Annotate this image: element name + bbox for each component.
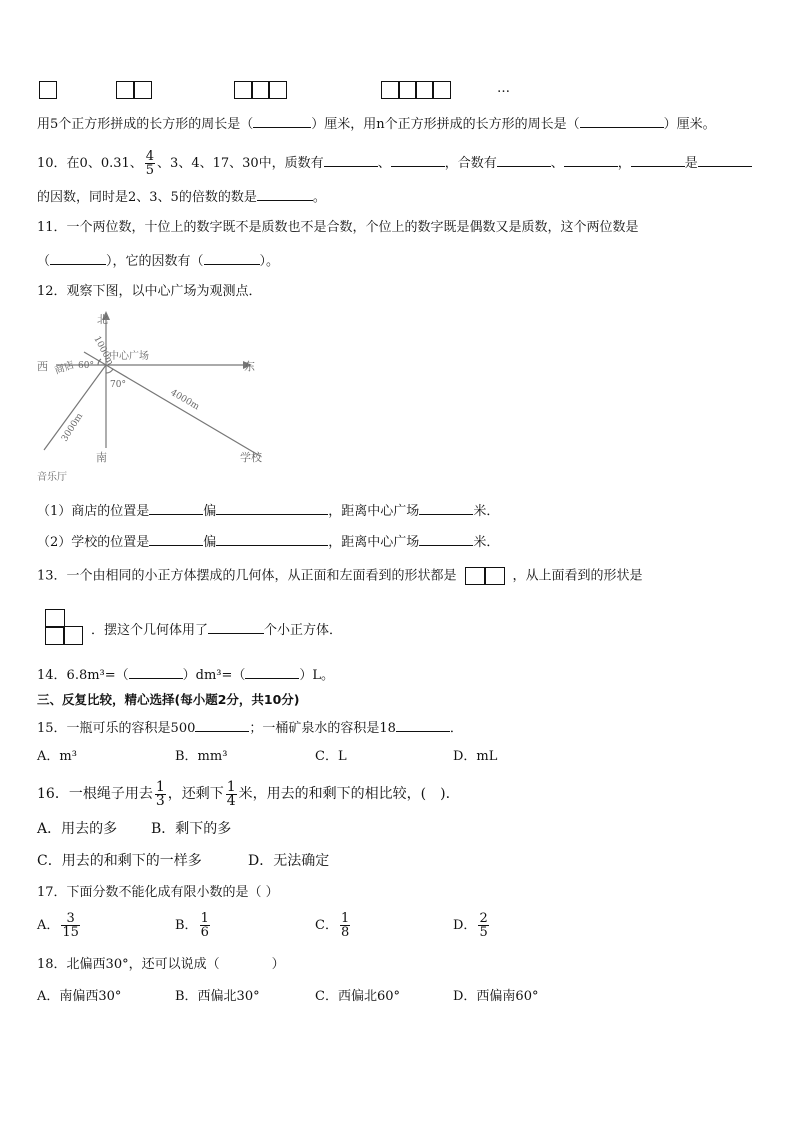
- q16-option-b[interactable]: B．剩下的多: [151, 821, 232, 837]
- q10-part-3: ，合数有: [444, 156, 497, 171]
- q16-option-a[interactable]: A．用去的多: [37, 821, 118, 837]
- q12-s2-text-c: ，距离中心广场: [328, 535, 420, 550]
- label-concert: 音乐厅: [37, 472, 67, 483]
- q15-text-a: 15．一瓶可乐的容积是500: [37, 721, 196, 736]
- fraction-one-fourth: [226, 778, 237, 809]
- question-17-line: 17．下面分数不能化成有限小数的是（ ）: [37, 885, 279, 900]
- answer-blank[interactable]: [396, 718, 450, 732]
- q13-text-c: ．摆这个几何体用了: [91, 623, 209, 638]
- fraction-numerator: 4: [145, 149, 155, 164]
- fraction-denominator: 5: [145, 163, 155, 178]
- fraction-numerator: 3: [61, 912, 80, 926]
- fraction-one-third: [155, 778, 166, 809]
- fraction-denominator: 6: [200, 925, 209, 940]
- q16-text-c: 米，用去的和剩下的相比较，( ).: [238, 786, 451, 802]
- label-north: 北: [97, 313, 108, 326]
- separator: 、: [550, 156, 564, 171]
- answer-blank[interactable]: [391, 153, 445, 167]
- q16-text-b: ，还剩下: [167, 786, 224, 802]
- label-south: 南: [96, 451, 107, 464]
- school-ray: [106, 365, 260, 456]
- fraction-denominator: 5: [479, 925, 488, 940]
- q15-option-d[interactable]: D．mL: [453, 749, 498, 764]
- question-15-line: [37, 718, 463, 738]
- q16-option-d[interactable]: D．无法确定: [248, 853, 330, 869]
- label-school: 学校: [240, 451, 262, 464]
- question-14-line: [37, 665, 334, 685]
- question-12-sub-2: [37, 532, 499, 552]
- q16-text-a: 16．一根绳子用去: [37, 786, 153, 802]
- fraction-numerator: 1: [340, 911, 350, 926]
- q14-text-c: ）L。: [299, 668, 335, 683]
- front-view-figure: [465, 567, 505, 585]
- q13-text-b: ，从上面看到的形状是: [512, 568, 643, 584]
- q18-option-b[interactable]: B．西偏北30°: [175, 989, 260, 1004]
- fraction-four-fifths: [145, 150, 155, 177]
- q9-text-b: ）厘米，用n个正方形拼成的长方形的周长是（: [311, 117, 580, 132]
- q15-option-a[interactable]: A．m³: [37, 749, 77, 764]
- q12-s2-text-d: 米．: [473, 535, 500, 550]
- q17-option-a[interactable]: [37, 912, 82, 939]
- label-east: 东: [244, 360, 255, 373]
- q17-option-c[interactable]: [315, 912, 352, 939]
- option-label: C．: [315, 918, 338, 933]
- q13-text-d: 个小正方体．: [264, 623, 343, 638]
- question-10-line-2: [37, 187, 326, 207]
- q18-option-a[interactable]: A．南偏西30°: [37, 989, 122, 1004]
- q12-s2-text-b: 偏: [203, 535, 217, 550]
- section-3-heading: 三、反复比较，精心选择(每小题2分，共10分): [37, 692, 300, 707]
- answer-blank[interactable]: [129, 665, 183, 679]
- direction-map: [34, 308, 274, 488]
- fraction-option-a: [61, 912, 80, 939]
- separator: 、: [377, 156, 391, 171]
- question-11-line-2: [37, 251, 279, 271]
- answer-blank[interactable]: [564, 153, 618, 167]
- separator: ，: [617, 156, 631, 171]
- question-9-line: [37, 114, 716, 134]
- angle-arc-school: [106, 369, 113, 373]
- answer-blank[interactable]: [50, 251, 106, 265]
- fraction-denominator: 3: [155, 792, 165, 809]
- q12-s1-text-d: 米．: [473, 504, 500, 519]
- q15-option-b[interactable]: B．mm³: [175, 749, 228, 764]
- q9-text-a: 用5个正方形拼成的长方形的周长是（: [37, 117, 254, 132]
- question-11-line-1: 11．一个两位数，十位上的数字既不是质数也不是合数，个位上的数字既是偶数又是质数，这个两位数是: [37, 220, 639, 235]
- fraction-option-d: [478, 912, 488, 939]
- fraction-numerator: 1: [155, 778, 165, 795]
- q10-part-2: 、3、4、17、30中，质数有: [157, 156, 324, 171]
- label-distance-school: 4000m: [168, 387, 201, 413]
- q17-option-d[interactable]: [453, 912, 491, 939]
- label-angle-school: 70°: [110, 380, 126, 390]
- label-shop: 商店: [53, 359, 76, 377]
- answer-blank[interactable]: [257, 187, 313, 201]
- answer-blank[interactable]: [324, 153, 378, 167]
- paren-close: ）。: [259, 254, 280, 269]
- q15-text-b: ；一桶矿泉水的容积是18: [249, 721, 396, 736]
- answer-blank[interactable]: [631, 153, 685, 167]
- concert-ray: [44, 365, 106, 450]
- question-12-title: 12．观察下图，以中心广场为观测点．: [37, 284, 262, 299]
- fraction-denominator: 8: [340, 925, 350, 940]
- fraction-option-b: [200, 912, 210, 939]
- answer-blank[interactable]: [149, 501, 203, 515]
- answer-blank[interactable]: [580, 114, 664, 128]
- q11-text: ），它的因数有（: [106, 254, 204, 269]
- answer-blank[interactable]: [208, 620, 264, 634]
- q10-line2-end: 。: [312, 190, 326, 205]
- fraction-numerator: 1: [200, 911, 209, 926]
- label-angle-shop: 60°: [78, 361, 94, 371]
- q13-text-a: 13．一个由相同的小正方体摆成的几何体，从正面和左面看到的形状都是: [37, 568, 457, 584]
- figure-ellipsis: …: [497, 81, 510, 96]
- question-13-line-1: [37, 567, 643, 586]
- answer-blank[interactable]: [253, 114, 311, 128]
- fraction-numerator: 1: [226, 778, 236, 795]
- q12-s1-text-b: 偏: [203, 504, 217, 519]
- question-12-sub-1: [37, 501, 499, 521]
- q10-part-4: 是: [684, 156, 698, 171]
- answer-blank[interactable]: [698, 153, 752, 167]
- answer-blank[interactable]: [195, 718, 249, 732]
- q15-option-c[interactable]: C．L: [315, 749, 347, 764]
- q17-option-b[interactable]: [175, 912, 212, 939]
- fraction-denominator: 4: [226, 792, 236, 809]
- paren-open: （: [37, 254, 51, 269]
- q14-text-a: 14．6.8m³=（: [37, 668, 129, 683]
- label-distance-concert: 3000m: [60, 411, 86, 444]
- label-west: 西: [37, 360, 48, 373]
- q10-part-1: 10．在0、0.31、: [37, 156, 143, 171]
- label-distance-shop: 1000m: [91, 334, 115, 368]
- answer-blank[interactable]: [216, 501, 328, 515]
- question-13-line-2: [91, 620, 342, 640]
- answer-blank[interactable]: [204, 251, 260, 265]
- answer-blank[interactable]: [419, 532, 473, 546]
- fraction-numerator: 2: [479, 911, 488, 926]
- answer-blank[interactable]: [419, 501, 473, 515]
- q12-s1-text-c: ，距离中心广场: [328, 504, 420, 519]
- q12-s1-text-a: （1）商店的位置是: [37, 504, 150, 519]
- answer-blank[interactable]: [497, 153, 551, 167]
- q10-line2-text: 的因数，同时是2、3、5的倍数的数是: [37, 190, 257, 205]
- option-label: D．: [453, 918, 477, 933]
- option-label: B．: [175, 918, 198, 933]
- fraction-option-c: [340, 912, 350, 939]
- answer-blank[interactable]: [216, 532, 328, 546]
- q14-text-b: ）dm³=（: [182, 668, 246, 683]
- q18-option-d[interactable]: D．西偏南60°: [453, 989, 539, 1004]
- fraction-denominator: 15: [62, 925, 79, 940]
- q15-text-c: ．: [449, 721, 463, 736]
- question-18-line: 18．北偏西30°，还可以说成（ ）: [37, 957, 285, 972]
- q16-option-c[interactable]: C．用去的和剩下的一样多: [37, 853, 202, 869]
- q9-text-c: ）厘米。: [663, 117, 716, 132]
- label-center: 中心广场: [109, 351, 149, 362]
- answer-blank[interactable]: [245, 665, 299, 679]
- answer-blank[interactable]: [149, 532, 203, 546]
- option-label: A．: [37, 918, 60, 933]
- question-10-line-1: [37, 150, 752, 177]
- q12-s2-text-a: （2）学校的位置是: [37, 535, 150, 550]
- q18-option-c[interactable]: C．西偏北60°: [315, 989, 400, 1004]
- question-16-line: [37, 780, 450, 808]
